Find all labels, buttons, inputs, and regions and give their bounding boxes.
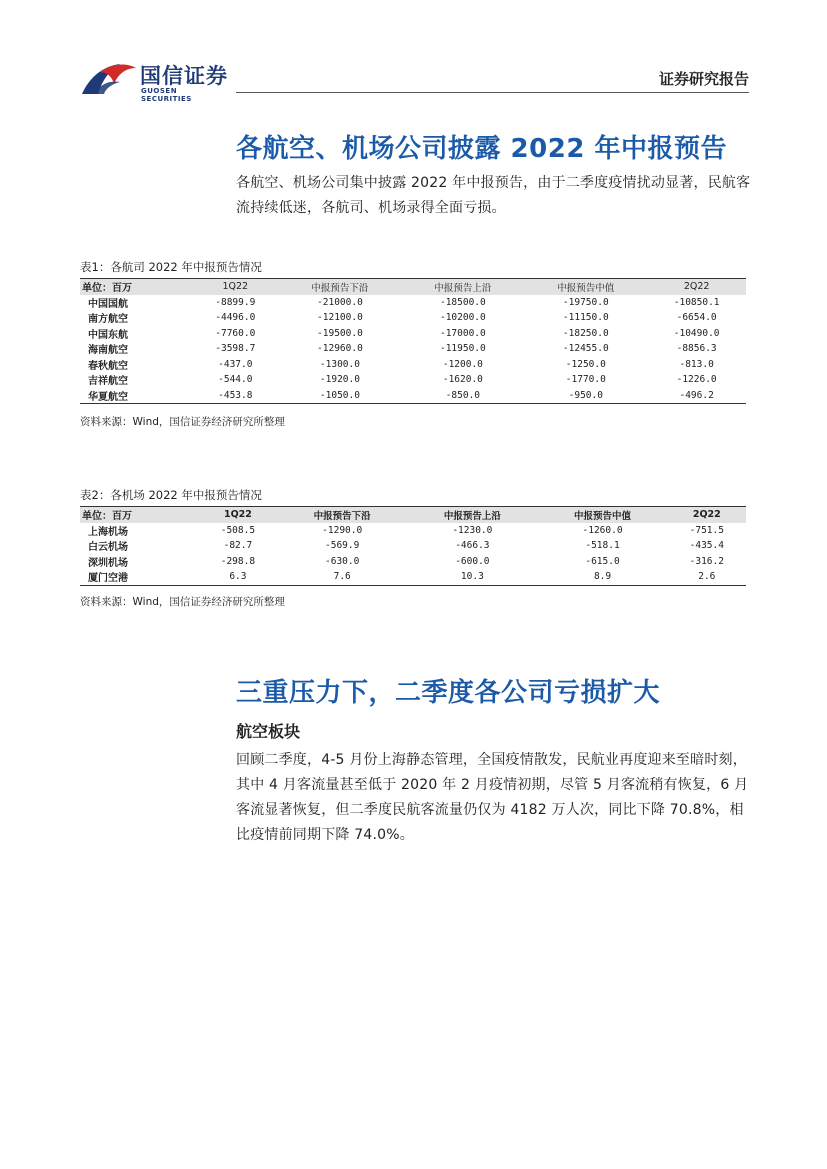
table-cell: 上海机场 [88, 526, 128, 538]
table1 [80, 278, 746, 404]
table1-header-cell: 2Q22 [683, 281, 710, 293]
section2-title: 三重压力下，二季度各公司亏损扩大 [236, 678, 661, 708]
table-cell: -6654.0 [676, 312, 717, 324]
company-logo [80, 58, 230, 103]
table2-source: 资料来源：Wind，国信证券经济研究所整理 [80, 596, 285, 608]
table-cell: -1226.0 [676, 374, 717, 386]
table-cell: -813.0 [679, 358, 714, 370]
table-cell: -544.0 [218, 374, 253, 386]
table-cell: -10200.0 [439, 312, 486, 324]
table-cell: -466.3 [455, 540, 490, 552]
table-cell: -1200.0 [442, 358, 483, 370]
table-cell: -316.2 [689, 555, 724, 567]
table2 [80, 506, 746, 586]
table1-caption: 表1：各航司 2022 年中报预告情况 [80, 260, 262, 274]
table-cell: -12455.0 [562, 343, 609, 355]
table-cell: 春秋航空 [88, 360, 128, 372]
table-cell: -298.8 [220, 555, 256, 567]
table-cell: -18250.0 [562, 327, 609, 339]
table-cell: -7760.0 [215, 327, 256, 339]
table-cell: -8899.9 [215, 296, 256, 308]
table-row [80, 341, 746, 357]
table1-header-cell: 中报预告中值 [557, 282, 615, 294]
table-cell: 中国东航 [88, 329, 128, 341]
table-cell: -3598.7 [215, 343, 256, 355]
table1-header-cell: 中报预告下沿 [311, 282, 369, 294]
table-cell: -850.0 [445, 389, 481, 401]
table-cell: 7.6 [333, 571, 351, 583]
table-cell: 厦门空港 [88, 573, 128, 585]
section1-title: 各航空、机场公司披露 2022 年中报预告 [236, 134, 727, 164]
table-row [80, 569, 746, 585]
table-cell: -508.5 [220, 524, 256, 536]
logo-text-cn: 国信证券 [140, 64, 228, 88]
table-cell: 中国国航 [88, 298, 128, 310]
table-cell: -1050.0 [319, 389, 360, 401]
table2-caption: 表2：各机场 2022 年中报预告情况 [80, 488, 262, 502]
table2-header-cell: 2Q22 [692, 509, 721, 521]
table-cell: 8.9 [593, 571, 612, 583]
table-row [80, 372, 746, 388]
table-cell: -1260.0 [582, 524, 623, 536]
table1-header-cell: 中报预告上沿 [434, 282, 492, 294]
table-row [80, 538, 746, 554]
table-cell: -11950.0 [439, 343, 486, 355]
table-cell: 海南航空 [88, 345, 128, 357]
table-cell: -1620.0 [442, 374, 483, 386]
table-row [80, 357, 746, 373]
table-cell: -8856.3 [676, 343, 717, 355]
table2-header-cell: 中报预告上沿 [443, 510, 501, 522]
table-cell: -12960.0 [317, 343, 363, 355]
table-row [80, 326, 746, 342]
table-cell: 白云机场 [88, 542, 128, 554]
table1-source: 资料来源：Wind，国信证券经济研究所整理 [80, 416, 285, 428]
table-cell: -630.0 [325, 555, 360, 567]
table-row [80, 310, 746, 326]
table-cell: -453.8 [218, 389, 253, 401]
section2-paragraph: 回顾二季度，4-5 月份上海静态管理，全国疫情散发，民航业再度迎来至暗时刻，其中 4 月客流量甚至低于 2020 年 2 月疫情初期，尽管 5 月客流稍有恢复，6 月客流显著恢复，但二季度民航客流量仍仅为 4182 万人次，同比下降 70.8%，相比疫情前同期下降 74.0%。 [236, 752, 749, 843]
table2-header-cell: 中报预告下沿 [313, 510, 371, 522]
table-row [80, 554, 746, 570]
table-cell: -1230.0 [452, 524, 493, 536]
table-cell: 6.3 [229, 571, 247, 583]
table-cell: 2.6 [698, 571, 716, 583]
table-cell: -1300.0 [319, 358, 360, 370]
table-cell: -600.0 [455, 555, 490, 567]
table-cell: -19750.0 [562, 296, 609, 308]
section1-paragraph: 各航空、机场公司集中披露 2022 年中报预告，由于二季度疫情扰动显著，民航客流持续低迷，各航司、机场录得全面亏损。 [236, 175, 751, 216]
table-cell: -1290.0 [322, 524, 363, 536]
table-cell: 吉祥航空 [88, 376, 128, 388]
table-cell: -10490.0 [673, 327, 720, 339]
table-cell: -496.2 [679, 389, 714, 401]
table-cell: -17000.0 [439, 327, 486, 339]
table-cell: -518.1 [585, 540, 620, 552]
table-cell: -12100.0 [317, 312, 363, 324]
section2-subtitle: 航空板块 [236, 722, 301, 741]
table-cell: -18500.0 [439, 296, 486, 308]
table-cell: 深圳机场 [88, 557, 128, 569]
table-cell: -11150.0 [562, 312, 609, 324]
table-cell: -10850.1 [673, 296, 720, 308]
table-cell: 华夏航空 [88, 391, 128, 403]
table-cell: -19500.0 [317, 327, 363, 339]
table-row [80, 388, 746, 404]
table-cell: -1920.0 [319, 374, 360, 386]
table-cell: -437.0 [218, 358, 253, 370]
table-row [80, 295, 746, 311]
table-cell: -751.5 [689, 524, 724, 536]
table1-header-cell: 单位：百万 [82, 283, 132, 295]
table-cell: -615.0 [585, 555, 620, 567]
table2-header-cell: 中报预告中值 [574, 510, 632, 522]
table2-header-cell: 单位：百万 [82, 511, 132, 523]
table-cell: -1250.0 [565, 358, 606, 370]
table-cell: -435.4 [689, 540, 724, 552]
table-cell: -82.7 [223, 540, 253, 552]
table-cell: -569.9 [325, 540, 360, 552]
header-divider [236, 92, 749, 93]
table-cell: 10.3 [460, 571, 484, 583]
table-cell: -950.0 [568, 389, 603, 401]
report-type-label: 证券研究报告 [658, 70, 749, 88]
logo-mark-icon [80, 58, 138, 98]
table-cell: -21000.0 [317, 296, 363, 308]
table1-header-cell: 1Q22 [222, 281, 249, 293]
table2-header-cell: 1Q22 [223, 509, 252, 521]
logo-text-en: GUOSEN SECURITIES [141, 87, 192, 103]
table-cell: 南方航空 [88, 314, 128, 326]
table-cell: -4496.0 [215, 312, 256, 324]
table-cell: -1770.0 [565, 374, 606, 386]
table-row [80, 523, 746, 539]
